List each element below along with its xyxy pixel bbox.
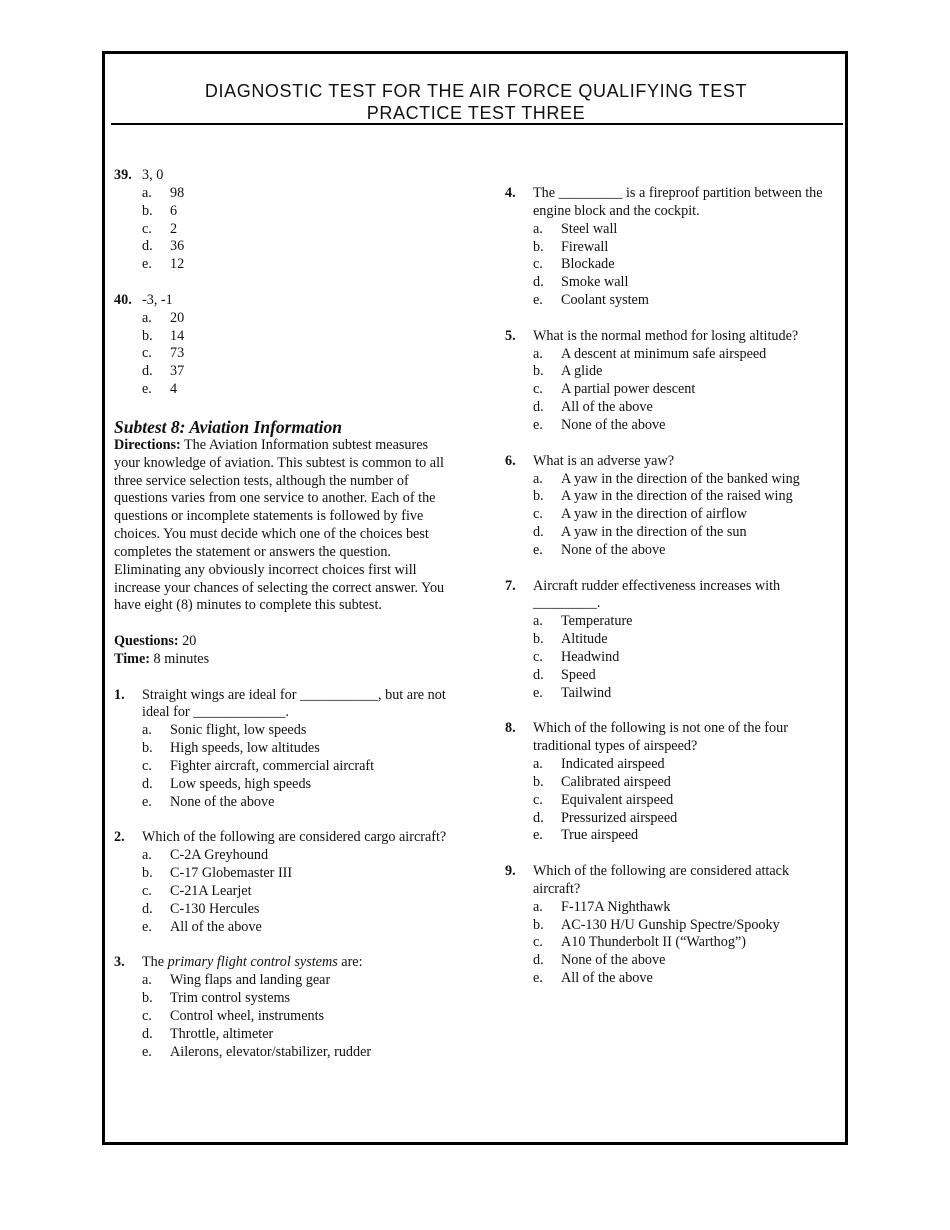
questions-value: 20 bbox=[182, 633, 197, 650]
option-letter: c. bbox=[142, 1007, 152, 1024]
option-letter: d. bbox=[142, 900, 153, 917]
page-header bbox=[111, 80, 841, 124]
directions-label: Directions: bbox=[114, 436, 181, 453]
option-letter: b. bbox=[533, 488, 544, 505]
answer-option bbox=[142, 1044, 449, 1062]
answer-option bbox=[142, 238, 449, 256]
option-letter: d. bbox=[533, 666, 544, 683]
directions-paragraph bbox=[114, 437, 449, 615]
option-letter: a. bbox=[533, 613, 543, 630]
option-letter: c. bbox=[142, 882, 152, 899]
option-letter: e. bbox=[533, 970, 543, 987]
answer-option bbox=[142, 758, 449, 776]
option-text: Trim control systems bbox=[170, 989, 291, 1006]
answer-option bbox=[533, 631, 835, 649]
option-text: Indicated airspeed bbox=[561, 756, 665, 772]
option-letter: e. bbox=[142, 918, 152, 935]
question-number: 1. bbox=[114, 686, 125, 703]
answer-option bbox=[533, 399, 835, 417]
question-number: 5. bbox=[505, 327, 516, 344]
answer-option bbox=[533, 934, 835, 952]
question-1 bbox=[114, 687, 449, 812]
answer-option bbox=[533, 649, 835, 667]
answer-option bbox=[533, 827, 835, 845]
option-text: None of the above bbox=[561, 541, 666, 558]
option-text: Fighter aircraft, commercial aircraft bbox=[170, 758, 375, 774]
answer-option bbox=[142, 740, 449, 758]
answer-option bbox=[142, 363, 449, 381]
answer-option bbox=[142, 185, 449, 203]
option-text: 98 bbox=[170, 184, 185, 201]
option-letter: e. bbox=[142, 1043, 152, 1060]
option-text: Steel wall bbox=[561, 220, 618, 237]
option-letter: c. bbox=[533, 506, 543, 523]
answer-option bbox=[533, 506, 835, 524]
option-letter: d. bbox=[533, 399, 544, 416]
question-text: Straight wings are ideal for ___________, but are not ideal for _____________. bbox=[142, 686, 446, 721]
option-text: Temperature bbox=[561, 613, 633, 630]
option-letter: e. bbox=[533, 416, 543, 433]
answer-option bbox=[533, 381, 835, 399]
question-text: The _________ is a fireproof partition between the engine block and the cockpit. bbox=[533, 185, 823, 219]
answer-option bbox=[142, 221, 449, 239]
answer-option bbox=[142, 901, 449, 919]
question-text-after: are: bbox=[341, 954, 363, 971]
question-number: 39. bbox=[114, 167, 132, 183]
option-text: C-17 Globemaster III bbox=[170, 865, 293, 882]
option-text: High speeds, low altitudes bbox=[170, 740, 320, 757]
option-text: Wing flaps and landing gear bbox=[170, 972, 331, 989]
question-6 bbox=[505, 453, 835, 560]
page-frame bbox=[102, 51, 848, 1145]
option-letter: a. bbox=[142, 972, 152, 989]
option-text: Altitude bbox=[561, 631, 608, 648]
option-text: All of the above bbox=[561, 399, 653, 416]
option-letter: a. bbox=[533, 898, 543, 915]
option-text: Smoke wall bbox=[561, 274, 629, 291]
option-text: 2 bbox=[170, 220, 178, 237]
option-letter: c. bbox=[533, 381, 543, 398]
option-text: True airspeed bbox=[561, 827, 639, 844]
option-text: Throttle, altimeter bbox=[170, 1025, 274, 1042]
question-number: 7. bbox=[505, 577, 516, 594]
answer-option bbox=[533, 917, 835, 935]
time-value: 8 minutes bbox=[153, 650, 210, 667]
option-text: AC-130 H/U Gunship Spectre/Spooky bbox=[561, 916, 780, 933]
answer-option bbox=[142, 919, 449, 937]
option-letter: b. bbox=[142, 327, 153, 344]
question-text: 3, 0 bbox=[142, 167, 164, 183]
option-letter: a. bbox=[142, 847, 152, 864]
option-letter: b. bbox=[533, 773, 544, 790]
option-text: Control wheel, instruments bbox=[170, 1007, 325, 1024]
answer-option bbox=[142, 776, 449, 794]
option-text: Low speeds, high speeds bbox=[170, 775, 312, 792]
option-text: 14 bbox=[170, 327, 185, 344]
option-letter: c. bbox=[533, 256, 543, 273]
option-text: All of the above bbox=[561, 970, 653, 987]
answer-option bbox=[533, 667, 835, 685]
option-text: A yaw in the direction of the raised wing bbox=[561, 488, 793, 505]
answer-option bbox=[533, 524, 835, 542]
answer-option bbox=[533, 542, 835, 560]
option-text: Equivalent airspeed bbox=[561, 791, 674, 808]
answer-option bbox=[533, 471, 835, 489]
question-4 bbox=[505, 185, 835, 310]
option-letter: b. bbox=[533, 631, 544, 648]
option-text: None of the above bbox=[170, 793, 275, 810]
option-text: All of the above bbox=[170, 918, 262, 935]
question-5 bbox=[505, 328, 835, 435]
subtest-meta bbox=[114, 633, 449, 669]
question-3 bbox=[114, 954, 449, 1061]
answer-option bbox=[533, 810, 835, 828]
option-letter: a. bbox=[142, 722, 152, 739]
answer-option bbox=[533, 221, 835, 239]
option-letter: e. bbox=[533, 827, 543, 844]
header-rule bbox=[111, 123, 843, 125]
answer-option bbox=[142, 310, 449, 328]
answer-option bbox=[533, 274, 835, 292]
option-letter: d. bbox=[533, 809, 544, 826]
option-letter: e. bbox=[142, 381, 152, 398]
option-letter: a. bbox=[533, 345, 543, 362]
option-letter: e. bbox=[142, 256, 152, 273]
option-letter: e. bbox=[142, 793, 152, 810]
option-text: Headwind bbox=[561, 648, 620, 665]
option-letter: b. bbox=[533, 363, 544, 380]
option-text: 20 bbox=[170, 309, 185, 326]
option-letter: d. bbox=[142, 363, 153, 380]
option-letter: a. bbox=[533, 220, 543, 237]
answer-option bbox=[142, 203, 449, 221]
option-text: A yaw in the direction of the sun bbox=[561, 524, 747, 541]
answer-option bbox=[533, 363, 835, 381]
time-limit bbox=[114, 651, 449, 669]
option-text: C-21A Learjet bbox=[170, 882, 252, 899]
option-text: Calibrated airspeed bbox=[561, 773, 671, 790]
answer-option bbox=[142, 990, 449, 1008]
subtest-title: Subtest 8: Aviation Information bbox=[114, 416, 343, 437]
option-letter: a. bbox=[142, 309, 152, 326]
option-letter: b. bbox=[142, 989, 153, 1006]
answer-option bbox=[533, 239, 835, 257]
question-number: 9. bbox=[505, 863, 516, 880]
answer-option bbox=[142, 328, 449, 346]
answer-option bbox=[142, 1026, 449, 1044]
answer-option bbox=[533, 792, 835, 810]
left-column bbox=[114, 167, 449, 1079]
answer-option bbox=[533, 756, 835, 774]
option-letter: b. bbox=[142, 202, 153, 219]
questions-label: Questions: bbox=[114, 633, 179, 650]
option-letter: e. bbox=[533, 541, 543, 558]
question-text: -3, -1 bbox=[142, 291, 173, 308]
option-text: Sonic flight, low speeds bbox=[170, 722, 307, 739]
question-text: What is an adverse yaw? bbox=[533, 452, 675, 469]
answer-option bbox=[533, 613, 835, 631]
answer-option bbox=[533, 899, 835, 917]
answer-option bbox=[142, 972, 449, 990]
option-text: Ailerons, elevator/stabilizer, rudder bbox=[170, 1043, 372, 1060]
option-letter: c. bbox=[142, 220, 152, 237]
question-39 bbox=[114, 167, 449, 274]
answer-option bbox=[533, 970, 835, 988]
question-text bbox=[142, 954, 449, 972]
answer-option bbox=[142, 883, 449, 901]
option-letter: b. bbox=[142, 865, 153, 882]
option-text: Firewall bbox=[561, 238, 609, 255]
question-text: Which of the following are considered cargo aircraft? bbox=[142, 829, 447, 846]
question-number: 6. bbox=[505, 452, 516, 469]
option-letter: a. bbox=[533, 470, 543, 487]
question-text: What is the normal method for losing altitude? bbox=[533, 327, 799, 344]
question-40 bbox=[114, 292, 449, 399]
option-letter: c. bbox=[142, 758, 152, 774]
question-2 bbox=[114, 829, 449, 936]
question-number: 3. bbox=[114, 954, 125, 971]
answer-option bbox=[533, 256, 835, 274]
option-letter: d. bbox=[533, 952, 544, 969]
answer-option bbox=[533, 292, 835, 310]
header-title: DIAGNOSTIC TEST FOR THE AIR FORCE QUALIFYING TEST bbox=[204, 81, 748, 101]
question-text-italic: primary flight control systems bbox=[167, 954, 338, 971]
question-text-before: The bbox=[142, 954, 165, 971]
directions-text: The Aviation Information subtest measures your knowledge of aviation. This subtest is common to all three service selection tests, although the number of questions varies from one service to another. Each of the questions or incomplete statements is followed by five choices. You must decide which one of the choices best completes the statement or answers the question. Eliminating any obviously incorrect choices first will increase your chances of selecting the correct answer. You have eight (8) minutes to complete this subtest. bbox=[114, 436, 445, 614]
option-letter: d. bbox=[533, 524, 544, 541]
answer-option bbox=[142, 345, 449, 363]
option-text: Speed bbox=[561, 666, 596, 683]
option-letter: d. bbox=[142, 238, 153, 255]
question-text: Which of the following are considered attack aircraft? bbox=[533, 863, 790, 897]
answer-option bbox=[533, 417, 835, 435]
option-letter: a. bbox=[533, 756, 543, 772]
option-letter: b. bbox=[533, 916, 544, 933]
question-number: 8. bbox=[505, 720, 516, 737]
right-column bbox=[505, 185, 835, 1006]
answer-option bbox=[533, 488, 835, 506]
option-text: F-117A Nighthawk bbox=[561, 898, 671, 915]
answer-option bbox=[533, 346, 835, 364]
option-text: Tailwind bbox=[561, 684, 612, 701]
option-text: 73 bbox=[170, 345, 185, 362]
option-letter: c. bbox=[533, 934, 543, 951]
option-letter: a. bbox=[142, 184, 152, 201]
option-letter: c. bbox=[533, 791, 543, 808]
question-number: 4. bbox=[505, 185, 516, 201]
option-text: 36 bbox=[170, 238, 185, 255]
option-text: A partial power descent bbox=[561, 381, 696, 398]
option-letter: d. bbox=[142, 775, 153, 792]
question-8 bbox=[505, 720, 835, 845]
option-text: Coolant system bbox=[561, 292, 649, 309]
option-letter: e. bbox=[533, 684, 543, 701]
option-text: None of the above bbox=[561, 952, 666, 969]
answer-option bbox=[142, 865, 449, 883]
option-text: A10 Thunderbolt II (“Warthog”) bbox=[561, 934, 746, 951]
question-7 bbox=[505, 578, 835, 703]
option-letter: b. bbox=[142, 740, 153, 757]
question-text: Aircraft rudder effectiveness increases with _________. bbox=[533, 577, 781, 612]
option-text: A yaw in the direction of airflow bbox=[561, 506, 747, 523]
answer-option bbox=[142, 1008, 449, 1026]
option-text: Pressurized airspeed bbox=[561, 809, 678, 826]
option-letter: d. bbox=[142, 1025, 153, 1042]
option-text: None of the above bbox=[561, 416, 666, 433]
question-number: 40. bbox=[114, 291, 132, 308]
answer-option bbox=[533, 685, 835, 703]
option-text: C-2A Greyhound bbox=[170, 847, 269, 864]
option-letter: e. bbox=[533, 292, 543, 309]
option-letter: d. bbox=[533, 274, 544, 291]
answer-option bbox=[142, 256, 449, 274]
answer-option bbox=[142, 381, 449, 399]
questions-count bbox=[114, 633, 449, 651]
answer-option bbox=[533, 774, 835, 792]
answer-option bbox=[533, 952, 835, 970]
option-letter: b. bbox=[533, 238, 544, 255]
option-text: Blockade bbox=[561, 256, 615, 273]
option-text: 4 bbox=[170, 381, 178, 398]
option-text: A glide bbox=[561, 363, 603, 380]
answer-option bbox=[142, 722, 449, 740]
time-label: Time: bbox=[114, 650, 150, 667]
option-letter: c. bbox=[533, 648, 543, 665]
option-text: A yaw in the direction of the banked wing bbox=[561, 470, 800, 487]
header-subtitle: PRACTICE TEST THREE bbox=[366, 103, 586, 123]
option-text: 12 bbox=[170, 256, 185, 273]
question-number: 2. bbox=[114, 829, 125, 846]
option-text: 6 bbox=[170, 202, 178, 219]
option-text: 37 bbox=[170, 363, 185, 380]
option-text: A descent at minimum safe airspeed bbox=[561, 345, 767, 362]
option-letter: c. bbox=[142, 345, 152, 362]
option-text: C-130 Hercules bbox=[170, 900, 260, 917]
question-text: Which of the following is not one of the four traditional types of airspeed? bbox=[533, 720, 788, 755]
question-9 bbox=[505, 863, 835, 988]
answer-option bbox=[142, 847, 449, 865]
answer-option bbox=[142, 794, 449, 812]
